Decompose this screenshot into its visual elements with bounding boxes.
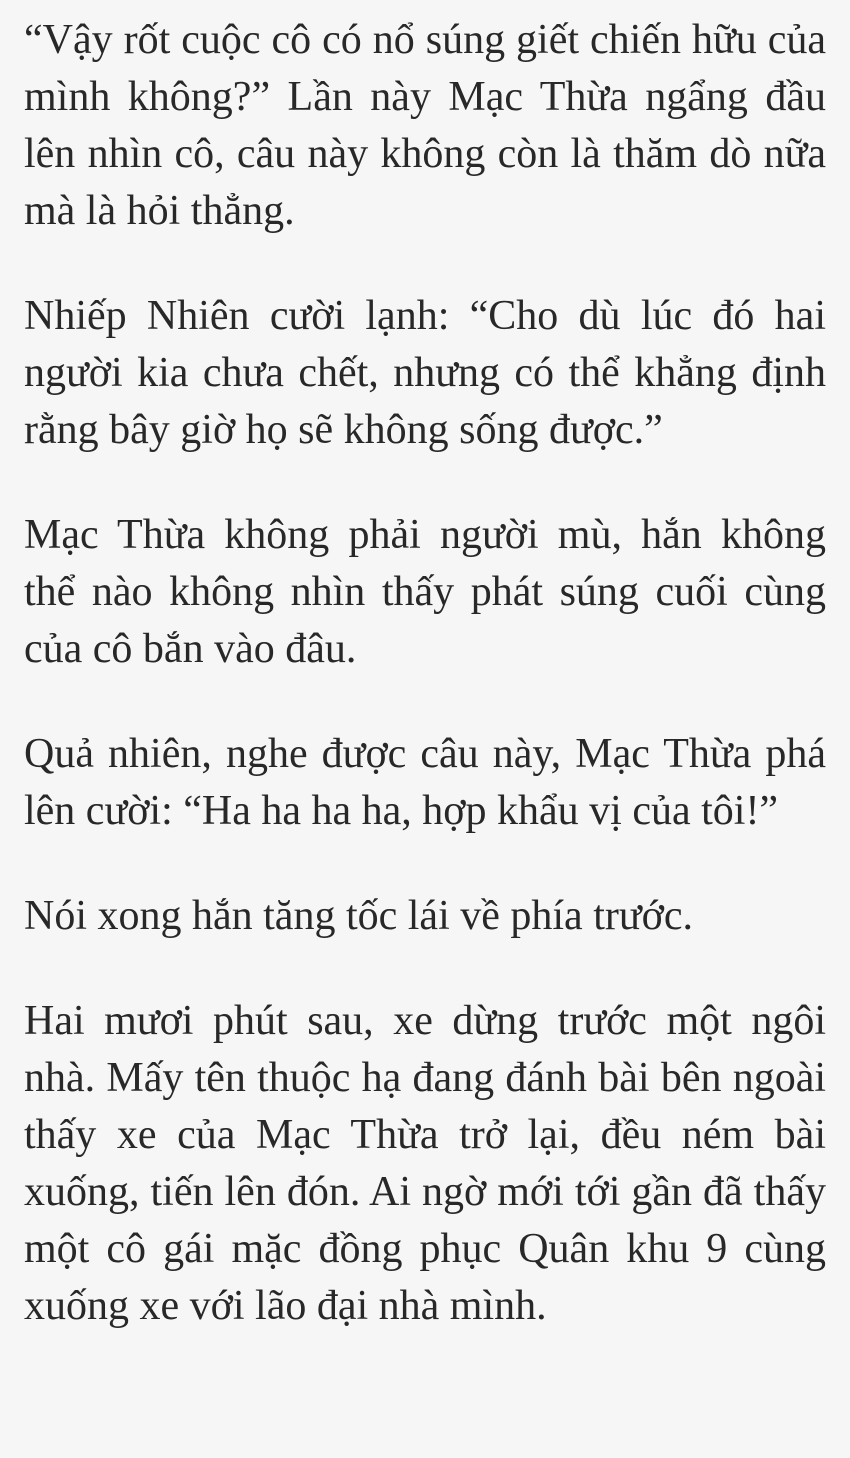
paragraph-1: “Vậy rốt cuộc cô có nổ súng giết chiến hữu của mình không?” Lần này Mạc Thừa ngẩng đầu lên nhìn cô, câu này không còn là thăm dò nữa mà là hỏi thẳng. — [24, 17, 826, 234]
paragraph-2: Nhiếp Nhiên cười lạnh: “Cho dù lúc đó hai người kia chưa chết, nhưng có thể khẳng định rằng bây giờ họ sẽ không sống được.” — [24, 293, 826, 453]
paragraph-6: Hai mươi phút sau, xe dừng trước một ngôi nhà. Mấy tên thuộc hạ đang đánh bài bên ngoài thấy xe của Mạc Thừa trở lại, đều ném bài xuống, tiến lên đón. Ai ngờ mới tới gần đã thấy một cô gái mặc đồng phục Quân khu 9 cùng xuống xe với lão đại nhà mình. — [24, 998, 826, 1329]
paragraph-4: Quả nhiên, nghe được câu này, Mạc Thừa phá lên cười: “Ha ha ha ha, hợp khẩu vị của tôi!” — [24, 731, 826, 834]
paragraph-5: Nói xong hắn tăng tốc lái về phía trước. — [24, 893, 693, 939]
paragraph-3: Mạc Thừa không phải người mù, hắn không thể nào không nhìn thấy phát súng cuối cùng của cô bắn vào đâu. — [24, 512, 826, 672]
